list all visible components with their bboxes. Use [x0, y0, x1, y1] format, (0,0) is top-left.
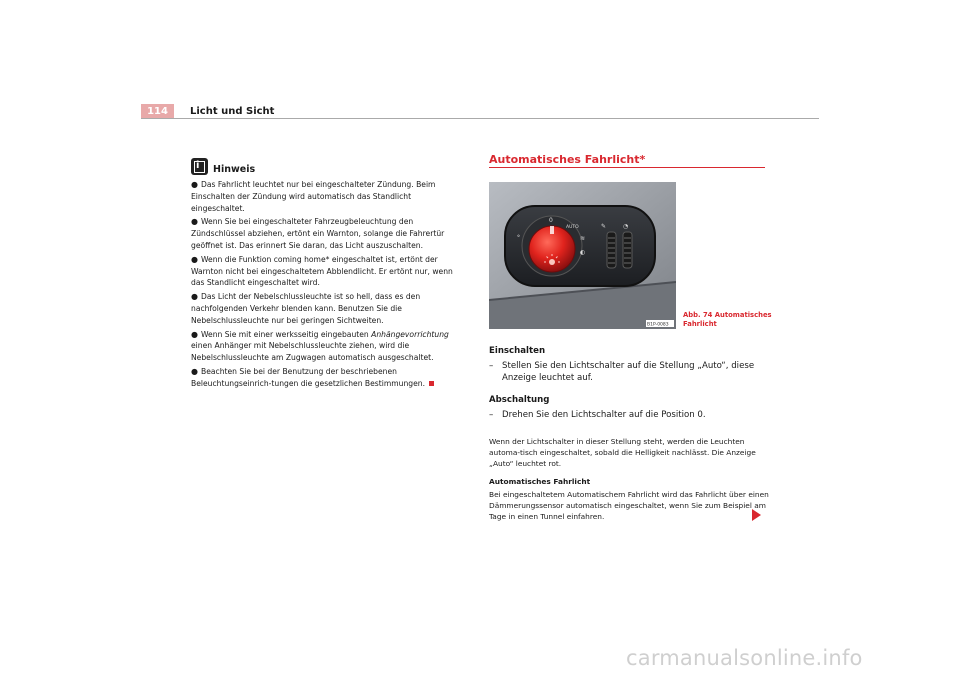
- section-title: Automatisches Fahrlicht*: [489, 153, 646, 166]
- figure-caption: Abb. 74 Automatisches Fahrlicht: [683, 311, 772, 328]
- dash-marker: –: [489, 361, 494, 371]
- note-body: [191, 179, 467, 390]
- note-item: ● Das Fahrlicht leuchtet nur bei eingeschalteter Zündung. Beim Einschalten der Zündung wird automatisch das Standlicht eingeschaltet.: [191, 180, 436, 213]
- svg-text:⚬: ⚬: [516, 233, 522, 240]
- watermark: carmanualsonline.info: [626, 646, 863, 670]
- section-end-mark: [429, 381, 434, 386]
- page-number: 114: [141, 104, 174, 119]
- einschalten-step: – Stellen Sie den Lichtschalter auf die Stellung „Auto“, diese Anzeige leuchtet auf.: [489, 361, 755, 383]
- abschaltung-heading: Abschaltung: [489, 395, 550, 405]
- bullet-icon: ●: [191, 217, 198, 227]
- note-item: ● Wenn Sie mit einer werksseitig eingebauten Anhängevorrichtung einen Anhänger mit Nebelschlussleuchte ziehen, wird die Nebelschlussleuchte am Zugwagen automatisch ausgeschaltet.: [191, 329, 449, 363]
- note-item: ● Wenn die Funktion coming home* eingeschaltet ist, ertönt der Warnton nicht bei eingeschaltetem Abblendlicht. Er ertönt nur, wenn das Standlicht eingeschaltet wird.: [191, 254, 453, 288]
- info-note-icon: [191, 158, 208, 175]
- bullet-icon: ●: [191, 180, 198, 189]
- bullet-icon: ●: [191, 366, 198, 376]
- header-divider: [141, 118, 819, 119]
- note-item: ● Beachten Sie bei der Benutzung der beschriebenen Beleuchtungseinrich-tungen die gesetzlichen Bestimmungen.: [191, 366, 467, 390]
- figure-code: B1P-0083: [647, 322, 669, 328]
- svg-text:◔: ◔: [623, 223, 629, 230]
- note-header: [191, 153, 467, 175]
- section-divider: [489, 167, 765, 168]
- auto-description: Bei eingeschaltetem Automatischem Fahrlicht wird das Fahrlicht über einen Dämmerungssensor automatisch eingeschaltet, wenn Sie zum Beispiel am Tage in einen Tunnel einfahren.: [489, 490, 769, 522]
- bullet-icon: ●: [191, 329, 198, 339]
- auto-subheading: Automatisches Fahrlicht: [489, 477, 591, 486]
- auto-paragraph: Wenn der Lichtschalter in dieser Stellung steht, werden die Leuchten automa-tisch eingeschaltet, sobald die Helligkeit nachlässt. Die Anzeige „Auto“ leuchtet rot.: [489, 437, 756, 469]
- note-item: ● Das Licht der Nebelschlussleuchte ist so hell, dass es den nachfolgenden Verkehr blenden kann. Benutzen Sie die Nebelschlussleuchte nur bei geringen Sichtweiten.: [191, 292, 421, 325]
- note-label: Hinweis: [213, 164, 256, 175]
- svg-text:0: 0: [549, 217, 553, 224]
- page-header-title: Licht und Sicht: [190, 106, 275, 117]
- light-switch-illustration: [489, 182, 676, 329]
- einschalten-heading: Einschalten: [489, 346, 546, 356]
- svg-text:≋: ≋: [580, 235, 586, 242]
- auto-label: AUTO: [566, 225, 579, 230]
- bullet-icon: ●: [191, 254, 198, 264]
- abschaltung-step: – Drehen Sie den Lichtschalter auf die Position 0.: [489, 410, 706, 420]
- svg-text:✎: ✎: [601, 223, 607, 230]
- next-page-arrow-icon: [752, 509, 761, 521]
- svg-text:◐: ◐: [580, 249, 586, 256]
- note-box: [191, 153, 467, 392]
- light-switch-figure: [489, 182, 676, 329]
- dash-marker: –: [489, 410, 494, 420]
- note-item: ● Wenn Sie bei eingeschalteter Fahrzeugbeleuchtung den Zündschlüssel abziehen, ertönt ein Warnton, solange die Fahrertür geöffnet ist. Das erinnert Sie daran, das Licht auszuschalten.: [191, 217, 445, 250]
- bullet-icon: ●: [191, 292, 198, 302]
